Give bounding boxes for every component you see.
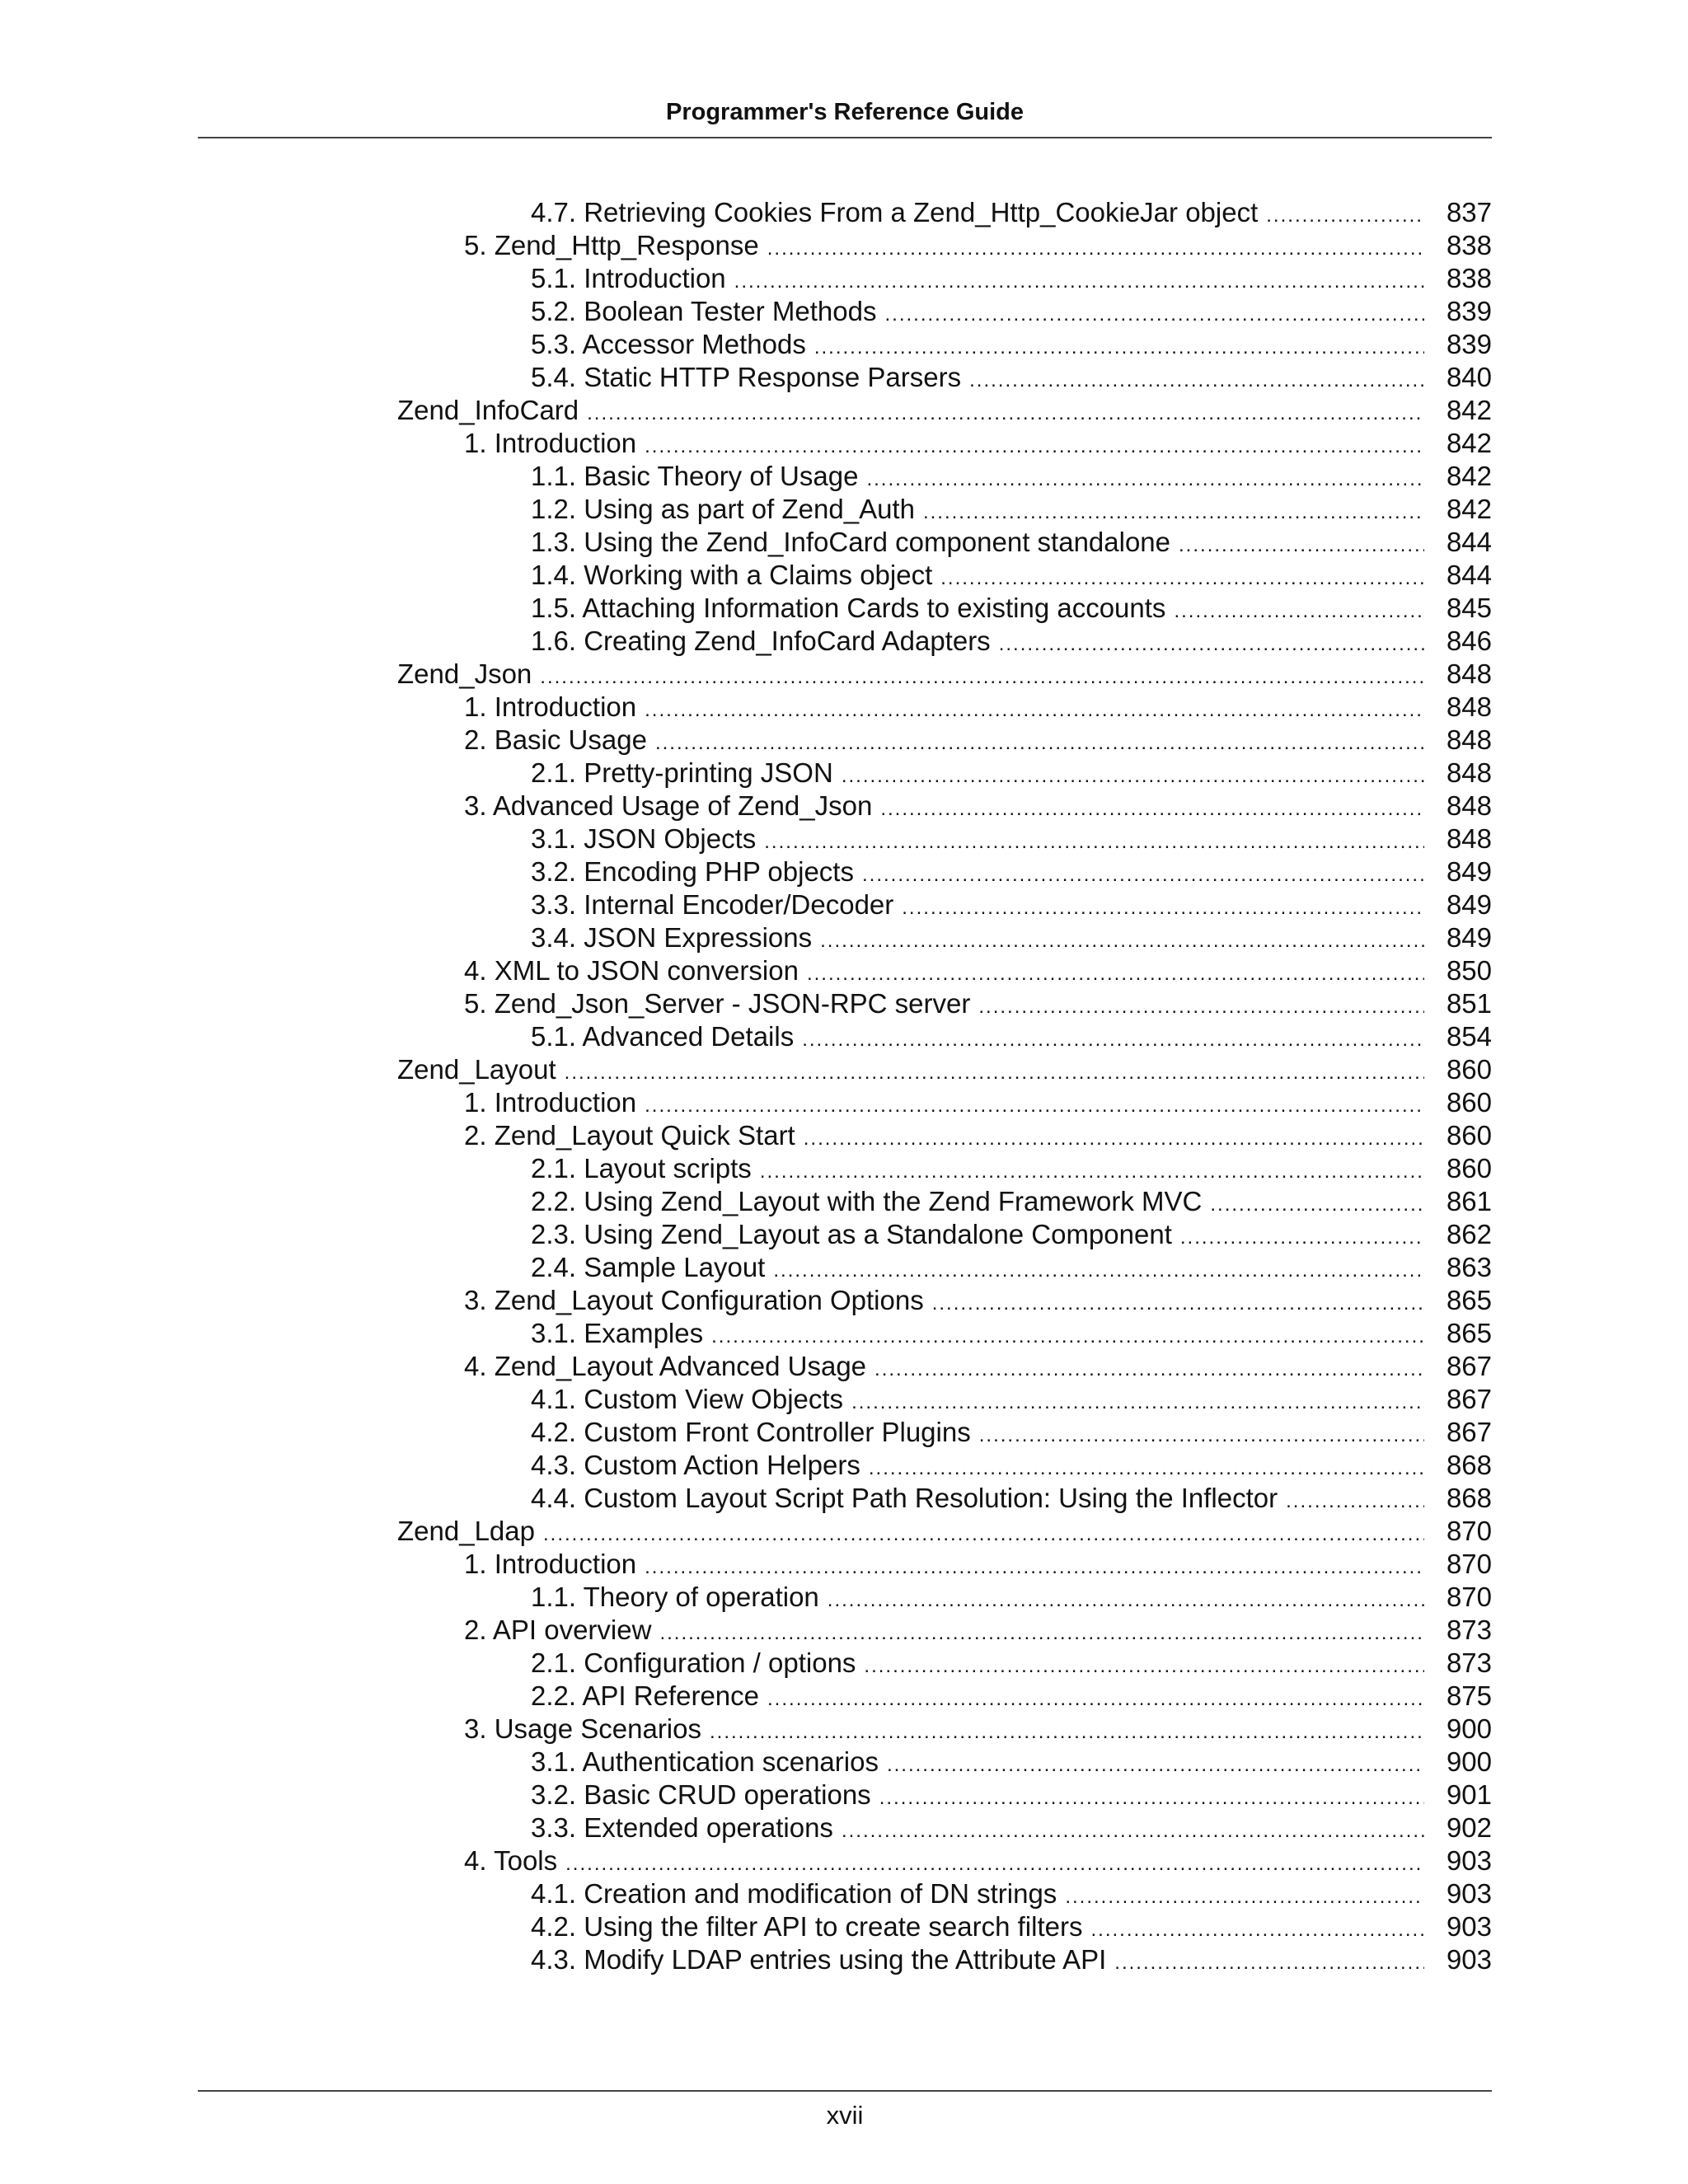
toc-entry[interactable] [397, 394, 1492, 427]
toc-dot-leader [1179, 529, 1424, 562]
toc-entry-label: 4.2. Using the filter API to create search filters [531, 1911, 1083, 1942]
toc-entry-label: 3.3. Internal Encoder/Decoder [531, 889, 894, 920]
toc-entry-label: 2.2. API Reference [531, 1680, 760, 1711]
toc-entry-label: 2.1. Configuration / options [531, 1647, 856, 1678]
toc-entry[interactable] [464, 1548, 1492, 1581]
toc-entry-label: 5.3. Accessor Methods [531, 329, 806, 359]
toc-entry-page: 870 [1446, 1549, 1492, 1579]
toc-entry-page: 837 [1446, 197, 1492, 227]
toc-dot-leader [866, 463, 1424, 496]
toc-entry[interactable] [531, 1416, 1492, 1449]
toc-entry-page: 842 [1446, 395, 1492, 425]
toc-entry-page: 854 [1446, 1021, 1492, 1052]
toc-entry-page: 849 [1446, 922, 1492, 953]
toc-entry[interactable] [531, 1185, 1492, 1218]
toc-entry-label: 4. XML to JSON conversion [464, 955, 799, 986]
toc-dot-leader [820, 925, 1424, 958]
toc-entry-label: 1.3. Using the Zend_InfoCard component standalone [531, 527, 1171, 557]
toc-entry[interactable] [531, 1680, 1492, 1713]
toc-entry-label: 4. Zend_Layout Advanced Usage [464, 1351, 867, 1381]
toc-entry-page: 873 [1446, 1647, 1492, 1678]
toc-entry-page: 863 [1446, 1252, 1492, 1282]
toc-dot-leader [804, 1122, 1424, 1155]
toc-entry-page: 903 [1446, 1944, 1492, 1975]
toc-entry-page: 839 [1446, 329, 1492, 359]
toc-entry-page: 860 [1446, 1153, 1492, 1183]
toc-dot-leader [565, 1848, 1424, 1881]
toc-entry-page: 846 [1446, 626, 1492, 656]
toc-entry-page: 867 [1446, 1417, 1492, 1447]
toc-entry[interactable] [397, 658, 1492, 691]
toc-entry[interactable] [464, 1284, 1492, 1317]
toc-entry-page: 903 [1446, 1845, 1492, 1876]
toc-entry-page: 851 [1446, 988, 1492, 1019]
toc-dot-leader [540, 661, 1424, 694]
toc-entry-label: 3.1. Authentication scenarios [531, 1746, 879, 1777]
toc-entry[interactable] [531, 1910, 1492, 1943]
toc-entry[interactable] [531, 493, 1492, 526]
toc-entry-label: 1.6. Creating Zend_InfoCard Adapters [531, 626, 991, 656]
toc-entry-label: 1. Introduction [464, 1087, 637, 1118]
toc-entry-page: 900 [1446, 1746, 1492, 1777]
toc-dot-leader [645, 1090, 1424, 1122]
toc-entry-page: 870 [1446, 1516, 1492, 1546]
toc-dot-leader [940, 562, 1424, 595]
toc-entry-label: 1.1. Basic Theory of Usage [531, 461, 859, 491]
toc-entry[interactable] [464, 229, 1492, 262]
toc-entry-label: 5.2. Boolean Tester Methods [531, 296, 877, 326]
toc-entry-page: 850 [1446, 955, 1492, 986]
toc-entry[interactable] [531, 1482, 1492, 1515]
toc-entry-page: 861 [1446, 1186, 1492, 1216]
toc-entry-page: 862 [1446, 1219, 1492, 1249]
toc-entry[interactable] [531, 757, 1492, 790]
toc-entry[interactable] [531, 1779, 1492, 1811]
toc-entry-page: 840 [1446, 362, 1492, 392]
toc-dot-leader [655, 727, 1424, 760]
toc-entry-page: 839 [1446, 296, 1492, 326]
toc-entry-page: 868 [1446, 1483, 1492, 1513]
toc-entry[interactable] [464, 1350, 1492, 1383]
toc-entry-label: 2.3. Using Zend_Layout as a Standalone Component [531, 1219, 1172, 1249]
toc-entry-page: 842 [1446, 428, 1492, 458]
toc-entry-page: 849 [1446, 856, 1492, 887]
footer-rule [198, 2090, 1492, 2092]
toc-entry-label: 1.4. Working with a Claims object [531, 560, 933, 590]
toc-entry-label: 4.1. Creation and modification of DN strings [531, 1878, 1057, 1909]
toc-dot-leader [767, 232, 1424, 265]
toc-entry-page: 865 [1446, 1318, 1492, 1348]
toc-dot-leader [842, 760, 1424, 793]
toc-dot-leader [773, 1254, 1424, 1287]
toc-entry[interactable] [531, 1383, 1492, 1416]
toc-dot-leader [969, 364, 1424, 397]
toc-entry-label: 2.1. Pretty-printing JSON [531, 757, 833, 788]
toc-dot-leader [710, 1716, 1424, 1749]
toc-entry-page: 860 [1446, 1120, 1492, 1151]
toc-entry[interactable] [464, 1844, 1492, 1877]
toc-entry-label: Zend_Json [397, 658, 532, 689]
toc-dot-leader [814, 331, 1424, 364]
toc-entry-page: 867 [1446, 1384, 1492, 1414]
toc-dot-leader [880, 793, 1424, 826]
toc-entry[interactable] [531, 1152, 1492, 1185]
toc-entry-label: 5.1. Advanced Details [531, 1021, 795, 1052]
toc-entry-label: 5. Zend_Json_Server - JSON-RPC server [464, 988, 971, 1019]
toc-entry-label: 1.1. Theory of operation [531, 1582, 819, 1612]
toc-entry-page: 867 [1446, 1351, 1492, 1381]
toc-entry-label: 1. Introduction [464, 1549, 637, 1579]
toc-entry[interactable] [531, 196, 1492, 229]
toc-entry-page: 838 [1446, 230, 1492, 260]
toc-entry-label: 3.3. Extended operations [531, 1812, 833, 1843]
toc-entry[interactable] [464, 691, 1492, 724]
toc-entry-label: 3.1. Examples [531, 1318, 704, 1348]
toc-dot-leader [979, 1419, 1424, 1452]
toc-entry-label: 4. Tools [464, 1845, 558, 1876]
toc-entry-label: 3. Usage Scenarios [464, 1713, 701, 1744]
toc-entry-label: 4.7. Retrieving Cookies From a Zend_Http_CookieJar object [531, 197, 1259, 227]
toc-entry[interactable] [531, 1251, 1492, 1284]
toc-entry[interactable] [531, 625, 1492, 658]
toc-dot-leader [874, 1353, 1424, 1386]
toc-dot-leader [734, 265, 1424, 298]
toc-dot-leader [760, 1155, 1424, 1188]
toc-entry[interactable] [531, 1317, 1492, 1350]
toc-entry-label: 2.2. Using Zend_Layout with the Zend Framework MVC [531, 1186, 1203, 1216]
toc-entry[interactable] [464, 790, 1492, 823]
toc-entry-label: 2. API overview [464, 1615, 652, 1645]
toc-entry-label: 2.1. Layout scripts [531, 1153, 752, 1183]
toc-dot-leader [851, 1386, 1424, 1419]
toc-dot-leader [1065, 1881, 1424, 1914]
toc-entry[interactable] [531, 460, 1492, 493]
toc-entry[interactable] [531, 361, 1492, 394]
toc-entry-label: 3.2. Basic CRUD operations [531, 1779, 871, 1810]
toc-entry-label: 4.1. Custom View Objects [531, 1384, 844, 1414]
toc-entry-label: 2. Basic Usage [464, 724, 647, 755]
toc-entry-label: 3.1. JSON Objects [531, 823, 757, 854]
toc-entry-page: 873 [1446, 1615, 1492, 1645]
toc-dot-leader [711, 1320, 1424, 1353]
toc-entry[interactable] [531, 559, 1492, 592]
toc-entry-page: 844 [1446, 560, 1492, 590]
toc-dot-leader [1210, 1188, 1424, 1221]
toc-entry[interactable] [531, 526, 1492, 559]
toc-entry-label: Zend_InfoCard [397, 395, 579, 425]
toc-dot-leader [923, 496, 1424, 529]
toc-entry-label: 4.2. Custom Front Controller Plugins [531, 1417, 971, 1447]
toc-entry-page: 865 [1446, 1285, 1492, 1315]
toc-dot-leader [645, 430, 1424, 463]
toc-entry[interactable] [531, 328, 1492, 361]
toc-dot-leader [565, 1057, 1424, 1090]
toc-dot-leader [764, 826, 1424, 859]
toc-entry[interactable] [531, 1943, 1492, 1976]
toc-entry-page: 848 [1446, 658, 1492, 689]
toc-dot-leader [645, 1551, 1424, 1584]
toc-dot-leader [659, 1617, 1424, 1650]
toc-entry-label: 1. Introduction [464, 428, 637, 458]
toc-entry[interactable] [531, 1877, 1492, 1910]
toc-entry-page: 848 [1446, 757, 1492, 788]
toc-entry-label: 1. Introduction [464, 691, 637, 722]
toc-entry-page: 901 [1446, 1779, 1492, 1810]
toc-entry[interactable] [531, 855, 1492, 888]
toc-entry-page: 902 [1446, 1812, 1492, 1843]
toc-entry-page: 838 [1446, 263, 1492, 293]
toc-entry[interactable] [531, 1581, 1492, 1614]
toc-entry-page: 845 [1446, 593, 1492, 623]
page-header-title: Programmer's Reference Guide [665, 99, 1024, 125]
toc-dot-leader [1286, 1485, 1424, 1518]
toc-entry[interactable] [464, 1119, 1492, 1152]
toc-entry[interactable] [531, 592, 1492, 625]
toc-dot-leader [1180, 1221, 1424, 1254]
toc-dot-leader [543, 1518, 1424, 1551]
toc-dot-leader [828, 1584, 1424, 1617]
toc-entry-label: 5.1. Introduction [531, 263, 726, 293]
toc-entry[interactable] [531, 1746, 1492, 1779]
toc-dot-leader [1090, 1914, 1424, 1947]
toc-dot-leader [802, 1024, 1424, 1057]
toc-dot-leader [879, 1782, 1424, 1815]
toc-entry[interactable] [531, 1811, 1492, 1844]
toc-entry-page: 848 [1446, 724, 1492, 755]
toc-entry-label: 2.4. Sample Layout [531, 1252, 766, 1282]
toc-entry[interactable] [464, 954, 1492, 987]
toc-dot-leader [999, 628, 1424, 661]
toc-entry-page: 903 [1446, 1911, 1492, 1942]
toc-entry-label: 1.5. Attaching Information Cards to existing accounts [531, 593, 1166, 623]
toc-dot-leader [807, 958, 1424, 991]
toc-entry-page: 848 [1446, 790, 1492, 821]
toc-entry[interactable] [531, 1020, 1492, 1053]
toc-entry[interactable] [464, 427, 1492, 460]
toc-entry-page: 844 [1446, 527, 1492, 557]
page-number: xvii [826, 2101, 864, 2130]
toc-entry-label: 3. Advanced Usage of Zend_Json [464, 790, 873, 821]
toc-entry-label: 3. Zend_Layout Configuration Options [464, 1285, 924, 1315]
toc-dot-leader [864, 1650, 1424, 1683]
toc-entry-page: 848 [1446, 691, 1492, 722]
toc-dot-leader [887, 1749, 1424, 1782]
toc-entry[interactable] [531, 1647, 1492, 1680]
toc-entry[interactable] [531, 295, 1492, 328]
toc-entry-label: 3.2. Encoding PHP objects [531, 856, 854, 887]
header-rule [198, 137, 1492, 138]
toc-entry-page: 842 [1446, 494, 1492, 524]
toc-entry-label: 5.4. Static HTTP Response Parsers [531, 362, 962, 392]
toc-dot-leader [1114, 1947, 1424, 1980]
toc-entry-page: 848 [1446, 823, 1492, 854]
toc-entry-label: Zend_Layout [397, 1054, 556, 1085]
toc-dot-leader [842, 1815, 1424, 1848]
toc-entry[interactable] [531, 1449, 1492, 1482]
toc-dot-leader [885, 298, 1425, 331]
toc-dot-leader [587, 397, 1424, 430]
toc-entry-label: 1.2. Using as part of Zend_Auth [531, 494, 915, 524]
toc-entry-label: 4.3. Custom Action Helpers [531, 1450, 860, 1480]
toc-entry-page: 842 [1446, 461, 1492, 491]
toc-entry-page: 875 [1446, 1680, 1492, 1711]
toc-dot-leader [767, 1683, 1424, 1716]
toc-entry-page: 870 [1446, 1582, 1492, 1612]
toc-entry[interactable] [464, 1086, 1492, 1119]
toc-entry[interactable] [531, 888, 1492, 921]
toc-entry-page: 903 [1446, 1878, 1492, 1909]
toc-entry-label: 5. Zend_Http_Response [464, 230, 759, 260]
toc-entry-label: 3.4. JSON Expressions [531, 922, 813, 953]
toc-entry[interactable] [464, 724, 1492, 757]
toc-entry[interactable] [531, 262, 1492, 295]
toc-dot-leader [862, 859, 1424, 892]
toc-dot-leader [902, 892, 1424, 925]
toc-entry-page: 860 [1446, 1087, 1492, 1118]
toc-entry-label: 4.4. Custom Layout Script Path Resolution: Using the Inflector [531, 1483, 1278, 1513]
toc-entry-label: 2. Zend_Layout Quick Start [464, 1120, 795, 1151]
toc-dot-leader [1266, 199, 1424, 232]
toc-entry[interactable] [464, 1713, 1492, 1746]
toc-entry-label: 4.3. Modify LDAP entries using the Attribute API [531, 1944, 1107, 1975]
toc-entry-page: 868 [1446, 1450, 1492, 1480]
toc-entry[interactable] [531, 1218, 1492, 1251]
toc-dot-leader [869, 1452, 1424, 1485]
toc-entry-page: 900 [1446, 1713, 1492, 1744]
toc-entry[interactable] [531, 921, 1492, 954]
toc-entry[interactable] [464, 1614, 1492, 1647]
toc-dot-leader [978, 991, 1424, 1024]
toc-entry-label: Zend_Ldap [397, 1516, 535, 1546]
toc-entry-page: 849 [1446, 889, 1492, 920]
toc-entry[interactable] [397, 1053, 1492, 1086]
toc-entry[interactable] [397, 1515, 1492, 1548]
toc-entry[interactable] [531, 823, 1492, 855]
toc-entry[interactable] [464, 987, 1492, 1020]
toc-dot-leader [1174, 595, 1424, 628]
toc-dot-leader [645, 694, 1424, 727]
toc-dot-leader [932, 1287, 1424, 1320]
toc-entry-page: 860 [1446, 1054, 1492, 1085]
